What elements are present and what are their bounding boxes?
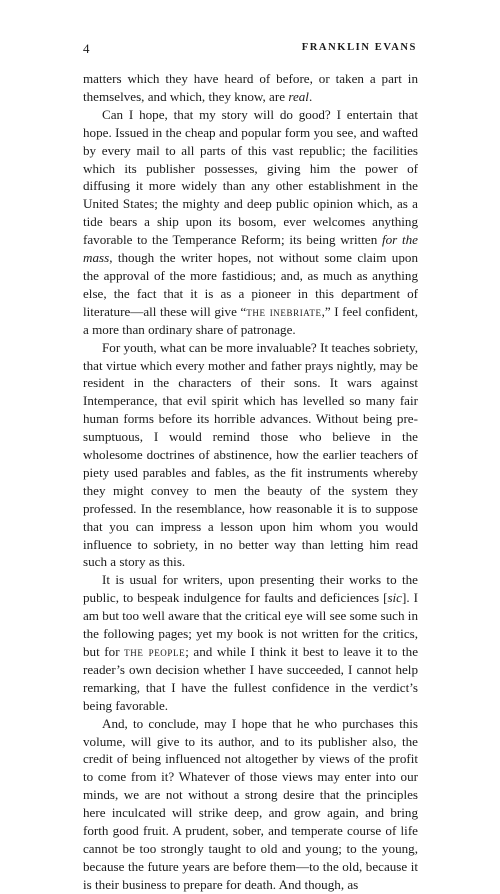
text-run: ,” I feel confident, a more than ordinary share of patronage. — [83, 303, 419, 337]
running-head: FRANKLIN EVANS — [301, 42, 417, 53]
body-text — [83, 70, 418, 894]
text-run: Can I hope, that my story will do good? I entertain that hope. Issued in the cheap and popular form you see, and wafted by every mail to all parts of this vast republic; the facilities which its publisher possesses, giving him the power of diffusing it more widely than any other establishment in the United States; the mighty and deep public opinion which, as a tide bears a ship upon its bosom, ever welcomes anything favorable to the Temperance Reform; its being written — [83, 106, 418, 248]
page-header — [83, 41, 417, 57]
italic-text: real — [288, 88, 309, 104]
text-run: ; and while I think it best to leave it to the reader’s own decision whether I have succeeded, I cannot help remarking, that I have the fullest confidence in the verdict’s being favorable. — [83, 644, 419, 713]
paragraph-1 — [83, 70, 418, 106]
small-caps-text: the people — [124, 644, 186, 659]
text-run: And, to conclude, may I hope that he who purchases this volume, will give to its author, and to its publisher also, the credit of being influenced not altogether by views of the profit to come from it? Whatever of those views may enter into our minds, we are not without a strong desire that the principles here inculcated will strike deep, and grow again, and bring forth good fruit. A prudent, sober, and temperate course of life cannot be too strongly taught to old and young; to the young, because the future years are before them—to the old, because it is their business to prepare for death. And though, as — [83, 715, 418, 892]
paragraph-2 — [83, 106, 418, 339]
italic-text: sic — [387, 590, 402, 606]
text-run: , though the writer hopes, not without some claim upon the approval of the more fastidious; and, as much as anything else, the fact that it is as a pioneer in this department of literature—all these will give “ — [83, 250, 418, 319]
text-run: For youth, what can be more invaluable? It teaches sobriety, that virtue which every mother and father prays nightly, may be resident in the characters of their sons. It wars against Intemperance, that evil spirit which has levelled so many fair human forms before its horrible advances. Without being presumptuous, I would remind those who believe in the wholesome doctrines of abstinence, how the earlier teachers of piety used parables and fables, as the fit instruments whereby they might convey to men the beauty of the system they professed. In the resemblance, how reasonable it is to suppose that you can impress a lesson upon him whom you would influence to sobriety, in no better way than letting him read such a story as this. — [83, 339, 418, 570]
paragraph-3 — [83, 339, 418, 572]
italic-text: for the mass — [83, 232, 418, 266]
text-run: . — [308, 88, 313, 104]
small-caps-title: the inebriate — [246, 303, 322, 319]
page-number: 4 — [83, 41, 90, 56]
text-run: matters which they have heard of before, or taken a part in themselves, and which, they know, are — [83, 71, 418, 104]
text-run: ]. I am but too well aware that the critical eye will see some such in the following pages; yet my book is not written for the critics, but for — [83, 590, 418, 659]
text-run: It is usual for writers, upon presenting their works to the public, to bespeak indulgence for faults and deficiences [ — [83, 572, 418, 606]
paragraph-4 — [83, 571, 418, 714]
paragraph-5 — [83, 715, 418, 894]
